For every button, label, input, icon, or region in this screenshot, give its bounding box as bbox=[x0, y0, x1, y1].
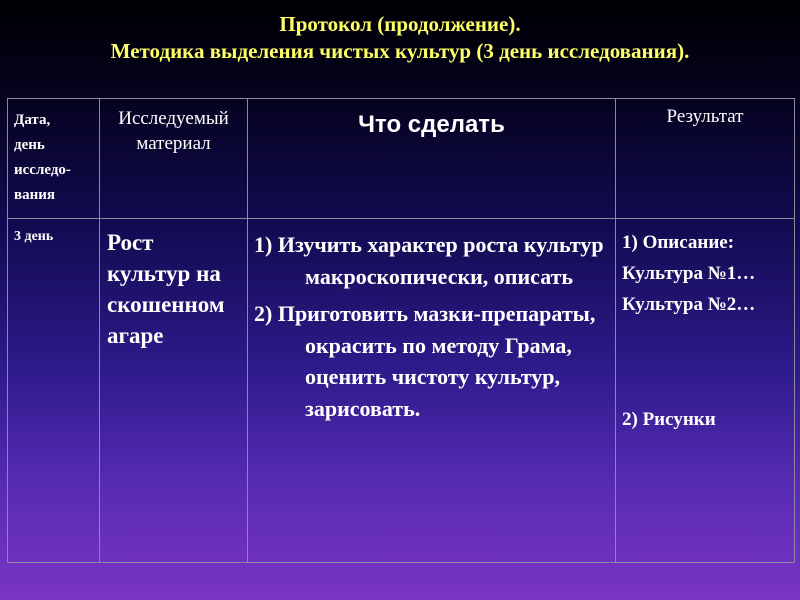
result-culture-2: Культура №2… bbox=[622, 294, 756, 315]
header-row bbox=[8, 99, 795, 219]
header-date-line: исследо- bbox=[14, 162, 71, 178]
result-culture-1: Культура №1… bbox=[622, 263, 756, 284]
cell-steps bbox=[248, 219, 616, 563]
table-row bbox=[8, 219, 795, 563]
header-material-line: Исследуемый bbox=[118, 108, 229, 129]
header-material-line: материал bbox=[136, 133, 211, 154]
title-line-2: Методика выделения чистых культур (3 день исследования). bbox=[110, 39, 690, 63]
cell-day: 3 день bbox=[8, 219, 100, 563]
result-spacer bbox=[622, 320, 792, 404]
header-date-line: вания bbox=[14, 187, 56, 203]
header-date-line: Дата, bbox=[14, 112, 51, 128]
protocol-table bbox=[7, 98, 795, 563]
cell-result bbox=[616, 219, 795, 563]
material-line: культур на bbox=[107, 261, 221, 286]
header-result: Результат bbox=[616, 99, 795, 219]
title-line-1: Протокол (продолжение). bbox=[279, 12, 521, 36]
step-item: 2) Приготовить мазки-препараты, окрасить по методу Грама, оценить чистоту культур, зарисовать. bbox=[254, 301, 596, 421]
cell-material bbox=[100, 219, 248, 563]
material-line: скошенном bbox=[107, 292, 225, 317]
header-todo: Что сделать bbox=[248, 99, 616, 219]
step-item: 1) Изучить характер роста культур макроскопически, описать bbox=[254, 232, 604, 289]
material-line: агаре bbox=[107, 323, 164, 348]
header-material bbox=[100, 99, 248, 219]
material-line: Рост bbox=[107, 230, 154, 255]
slide-title bbox=[0, 11, 800, 65]
header-date bbox=[8, 99, 100, 219]
header-date-line: день bbox=[14, 137, 45, 153]
result-description: 1) Описание: bbox=[622, 232, 735, 253]
result-drawings: 2) Рисунки bbox=[622, 409, 716, 430]
